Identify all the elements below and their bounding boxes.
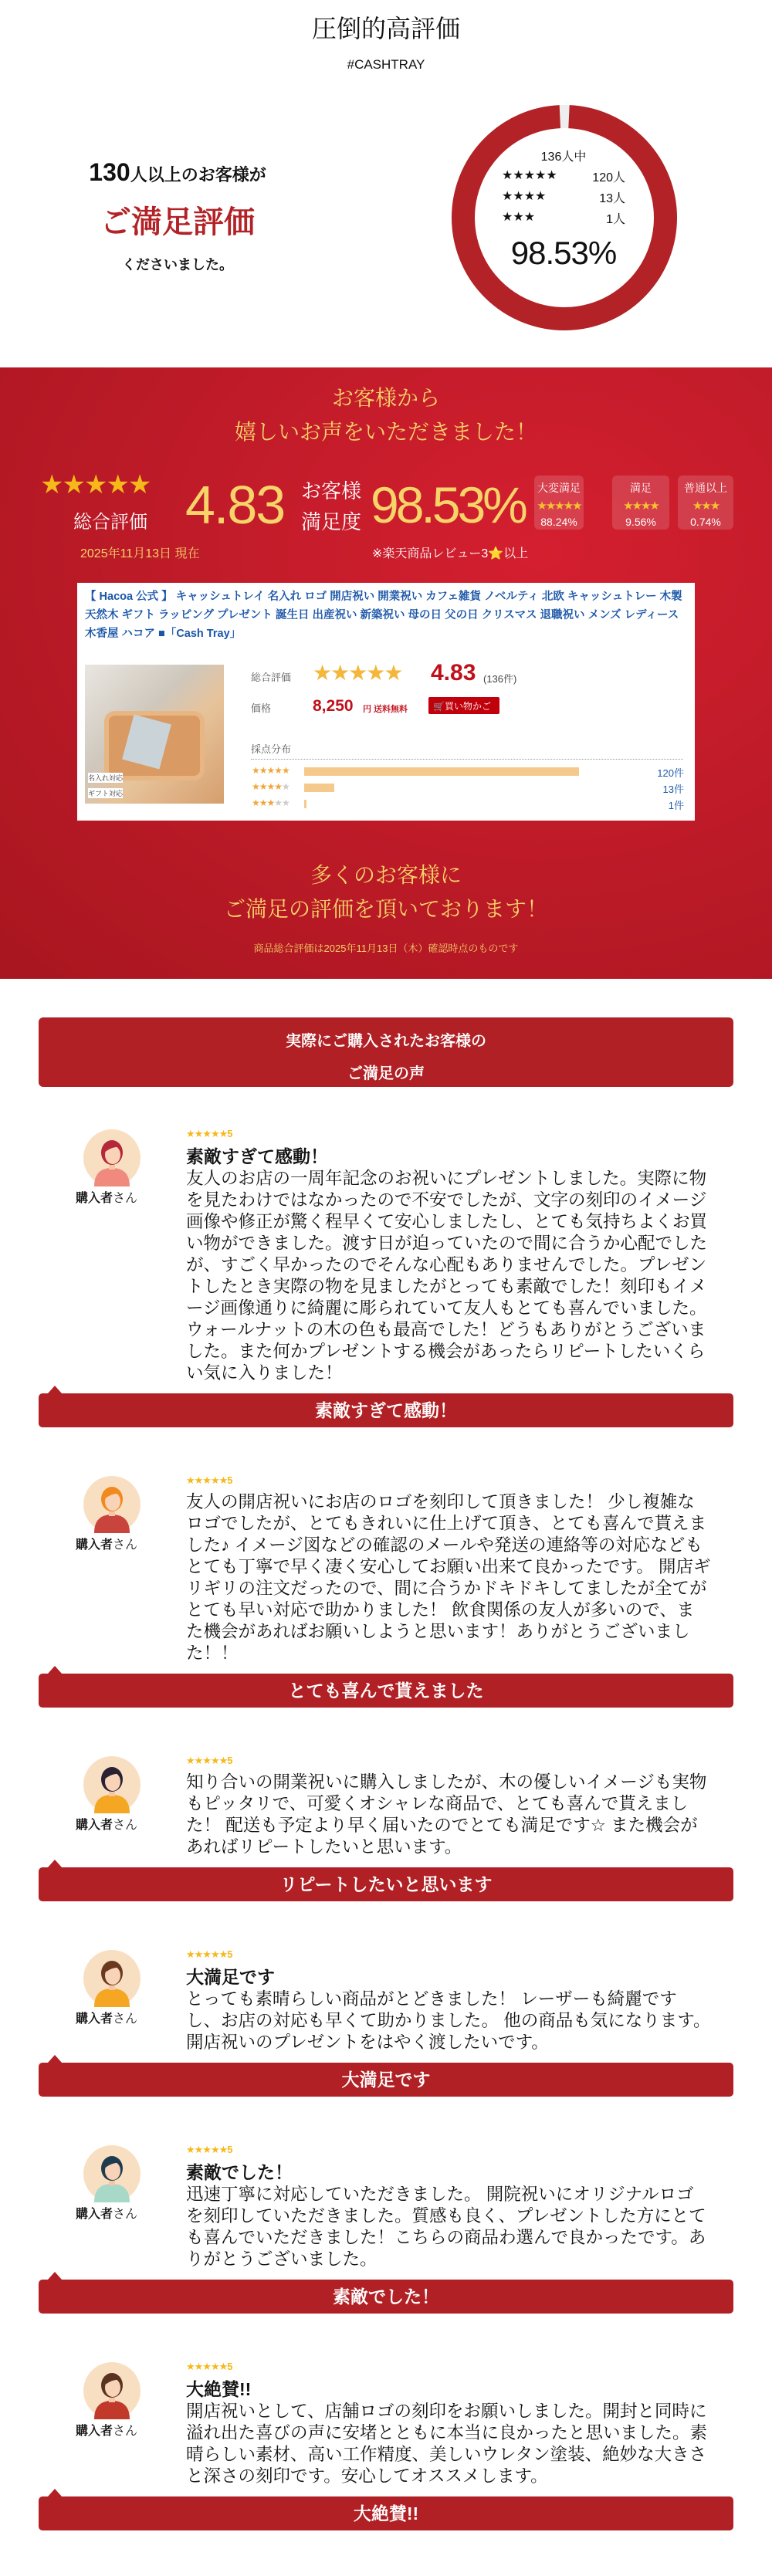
breakdown-normal xyxy=(678,476,733,530)
review-item xyxy=(39,2142,733,2314)
review-stars-icon: ★★★★★5 xyxy=(186,2361,232,2372)
reviewer-name: 購入者さん xyxy=(76,2208,138,2221)
review-stars-icon: ★★★★★5 xyxy=(186,1948,232,1960)
product-card xyxy=(77,583,695,821)
label-line: お客様 xyxy=(301,479,362,503)
donut-row-3 xyxy=(502,209,625,227)
breakdown-pct: 88.24% xyxy=(540,516,577,528)
distribution-row[interactable] xyxy=(252,797,684,813)
hashtag: #CASHTRAY xyxy=(347,57,425,72)
review-title: 大満足です xyxy=(186,1967,275,1987)
avatar-icon xyxy=(83,2145,141,2202)
donut-header: 136人中 xyxy=(540,151,587,164)
image-label: 名入れ対応 xyxy=(88,774,124,782)
distribution-count: 120件 xyxy=(657,767,684,779)
review-body: 迅速丁寧に対応していただきました。 開院祝いにオリジナルロゴを刻印していただきました。質感も良く、プレゼントした方にとても喜んでいただきました！こちらの商品わ選んで良かったです。ありがとうございました。 xyxy=(186,2185,706,2269)
rating-stars-icon: ★★★★★ xyxy=(40,470,151,499)
review-item xyxy=(39,1473,733,1708)
price-suffix: 円 送料無料 xyxy=(363,705,408,714)
reviewer-name: 購入者さん xyxy=(76,2425,138,2438)
stars-icon: ★★★★★ xyxy=(502,169,557,182)
satisfaction-heading: ご満足評価 xyxy=(100,205,255,239)
review-body: 友人の開店祝いにお店のロゴを刻印して頂きました！ 少し複雑なロゴでしたが、とてもきれいに仕上げて頂き、とても喜んで貰えました♪ イメージ図などの確認のメールや発送の連絡等の対応などもとても丁寧で早く凄く安心してお願い出来て良かったです。 開店ギリギリの注文だったので、間に合うかドキドキしてましたが全てがとても早い対応で助かりました！ 飲食関係の友人が多いので、また機会があればお願いしようと思います！ありがとうございました！！ xyxy=(186,1492,711,1663)
cart-icon: 🛒 xyxy=(433,701,445,712)
review-banner: 素敵でした！ xyxy=(39,2280,733,2314)
distribution-label: 採点分布 xyxy=(251,743,292,755)
price: 8,250 xyxy=(313,697,354,715)
review-list xyxy=(39,1126,733,2576)
satisfaction-label xyxy=(301,476,361,537)
customer-count-text: 人以上のお客様が xyxy=(130,165,266,184)
review-title: 素敵すぎて感動！ xyxy=(186,1146,328,1166)
banner-title-1: お客様から xyxy=(331,386,440,410)
review-item xyxy=(39,2359,733,2530)
review-banner: 素敵すぎて感動！ xyxy=(39,1393,733,1427)
customer-count: 130 xyxy=(89,158,130,186)
voices-header xyxy=(39,1017,733,1087)
avatar-icon xyxy=(83,1756,141,1813)
divider xyxy=(251,759,683,760)
donut-row-4 xyxy=(502,188,625,206)
row-count: 120人 xyxy=(592,171,625,184)
stars-icon: ★★★★ xyxy=(623,499,659,513)
donut-row-5 xyxy=(502,168,625,185)
distribution-row[interactable] xyxy=(252,781,684,797)
cart-label: 買い物かご xyxy=(444,701,491,712)
review-title: 素敵でした！ xyxy=(186,2162,293,2182)
distribution-count: 13件 xyxy=(662,784,684,795)
reviewer-name: 購入者さん xyxy=(76,1819,138,1832)
stars-icon: ★★★★★ xyxy=(252,781,290,792)
banner-bottom-2: ご満足の評価を頂いております！ xyxy=(223,897,548,921)
stars-icon: ★★★ xyxy=(502,211,536,224)
breakdown-label: 大変満足 xyxy=(537,482,581,494)
product-score: 4.83 xyxy=(431,660,476,685)
stars-icon: ★★★★★ xyxy=(252,765,290,776)
review-body: 知り合いの開業祝いに購入しましたが、木の優しいイメージも実物もピッタリで、可愛くオシャレな商品で、とても喜んで貰えました！ 配送も予定より早く届いたのでとても満足です☆ また機会があればリピートしたいと思います。 xyxy=(186,1772,707,1857)
distribution-bar xyxy=(304,784,334,792)
breakdown-very-satisfied xyxy=(534,476,584,530)
review-body: 開店祝いとして、店舗ロゴの刻印をお願いしました。開封と同時に溢れ出た喜びの声に安堵とともに本当に良かったと思いました。素晴らしい素材、高い工作精度、美しいウレタン塗装、絶妙な大きさと深さの刻印です。安心してオススメします。 xyxy=(186,2402,708,2486)
footnote: 商品総合評価は2025年11月13日（木）確認時点のものです xyxy=(253,943,519,954)
stars-icon: ★★★★ xyxy=(502,190,547,203)
donut-center xyxy=(479,147,648,272)
label-line: 満足度 xyxy=(301,510,362,533)
breakdown-satisfied xyxy=(612,476,669,530)
breakdown-label: 普通以上 xyxy=(684,482,727,494)
row-count: 13人 xyxy=(599,192,625,205)
breakdown-pct: 0.74% xyxy=(690,516,721,528)
add-to-cart-button[interactable] xyxy=(428,697,499,714)
customer-count-line xyxy=(46,158,309,187)
stars-icon: ★★★★★ xyxy=(252,797,290,808)
avatar-icon xyxy=(83,2362,141,2419)
avatar-icon xyxy=(83,1476,141,1533)
distribution-row[interactable] xyxy=(252,765,684,780)
review-stars-icon: ★★★★★5 xyxy=(186,2144,232,2155)
breakdown-pct: 9.56% xyxy=(625,516,656,528)
review-title: 大絶賛!! xyxy=(186,2379,252,2399)
voices-header-line: ご満足の声 xyxy=(347,1065,425,1082)
avatar-icon xyxy=(83,1129,141,1186)
reviewer-name: 購入者さん xyxy=(76,2012,138,2026)
image-label: ギフト対応 xyxy=(88,790,124,797)
satisfaction-subtext: くださいました。 xyxy=(122,257,233,272)
review-body: 友人のお店の一周年記念のお祝いにプレゼントしました。実際に物を見たわけではなかったので不安でしたが、文字の刻印のイメージ画像や修正が驚く程早くて安心しましたし、とても気持ちよくお買い物ができました。渡す日が迫っていたので間に合うか心配でしたが、すごく早かったのでそんな心配もありませんでした。プレゼントしたとき実際の物を見ましたがとっても素敵でした！刻印もイメージ画像通りに綺麗に彫られていて友人もとても喜んでいました。ウォールナットの木の色も最高でした！どうもありがとうございました。また何かプレゼントする機会があったらリピートしたいくらい気に入りました！ xyxy=(186,1169,708,1383)
satisfaction-summary xyxy=(46,158,309,274)
avatar-icon xyxy=(83,1950,141,2007)
reviewer-name: 購入者さん xyxy=(76,1192,138,1205)
review-stars-icon: ★★★★★5 xyxy=(186,1755,232,1766)
review-item xyxy=(39,1753,733,1901)
review-item xyxy=(39,1126,733,1427)
product-image[interactable] xyxy=(85,665,224,804)
banner-bottom-1: 多くのお客様に xyxy=(310,863,462,887)
overall-label: 総合評価 xyxy=(73,512,147,533)
donut-percent: 98.53% xyxy=(510,235,617,271)
stars-icon: ★★★ xyxy=(692,499,720,513)
voices-header-line: 実際にご購入されたお客様の xyxy=(286,1033,486,1050)
reviewer-name: 購入者さん xyxy=(76,1538,138,1552)
review-summary-banner xyxy=(0,367,772,979)
price-label: 価格 xyxy=(251,702,272,714)
review-banner: とても喜んで貰えました xyxy=(39,1674,733,1708)
overall-score: 4.83 xyxy=(185,475,285,535)
review-body: とっても素晴らしい商品がとどきました！ レーザーも綺麗ですし、お店の対応も早くて助かりました。 他の商品も気になります。 開店祝いのプレゼントをはやく渡したいです。 xyxy=(186,1989,711,2052)
satisfaction-percent: 98.53% xyxy=(371,476,525,533)
review-banner: リピートしたいと思います xyxy=(39,1867,733,1901)
review-count[interactable]: (136件) xyxy=(483,673,517,685)
review-banner: 大絶賛!! xyxy=(39,2496,733,2530)
row-count: 1人 xyxy=(606,213,625,226)
review-note: ※楽天商品レビュー3⭐以上 xyxy=(372,547,529,560)
distribution-bar xyxy=(304,800,306,808)
rating-stars-icon: ★★★★★ xyxy=(313,661,402,685)
as-of-date: 2025年11月13日 現在 xyxy=(80,547,200,560)
product-title-link[interactable]: 【 Hacoa 公式 】 キャッシュトレイ 名入れ ロゴ 開店祝い 開業祝い カフェ雑貨 ノベルティ 北欧 キャッシュトレー 木製 天然木 ギフト ラッピング プレゼント 誕生日 出産祝い 新築祝い 母の日 父の日 クリスマス 退職祝い メンズ レディース 木香屋 ハコア ■「Cash Tray」 xyxy=(85,591,682,640)
banner-title-2: 嬉しいお声をいただきました！ xyxy=(234,420,537,444)
overall-label: 総合評価 xyxy=(251,672,292,683)
review-stars-icon: ★★★★★5 xyxy=(186,1474,232,1486)
stars-icon: ★★★★★ xyxy=(537,499,581,513)
review-item xyxy=(39,1947,733,2097)
distribution-bar xyxy=(304,767,579,776)
review-banner: 大満足です xyxy=(39,2063,733,2097)
distribution-count: 1件 xyxy=(668,800,684,811)
review-stars-icon: ★★★★★5 xyxy=(186,1128,232,1139)
breakdown-label: 満足 xyxy=(630,482,652,494)
section-title: 圧倒的高評価 xyxy=(311,15,460,42)
